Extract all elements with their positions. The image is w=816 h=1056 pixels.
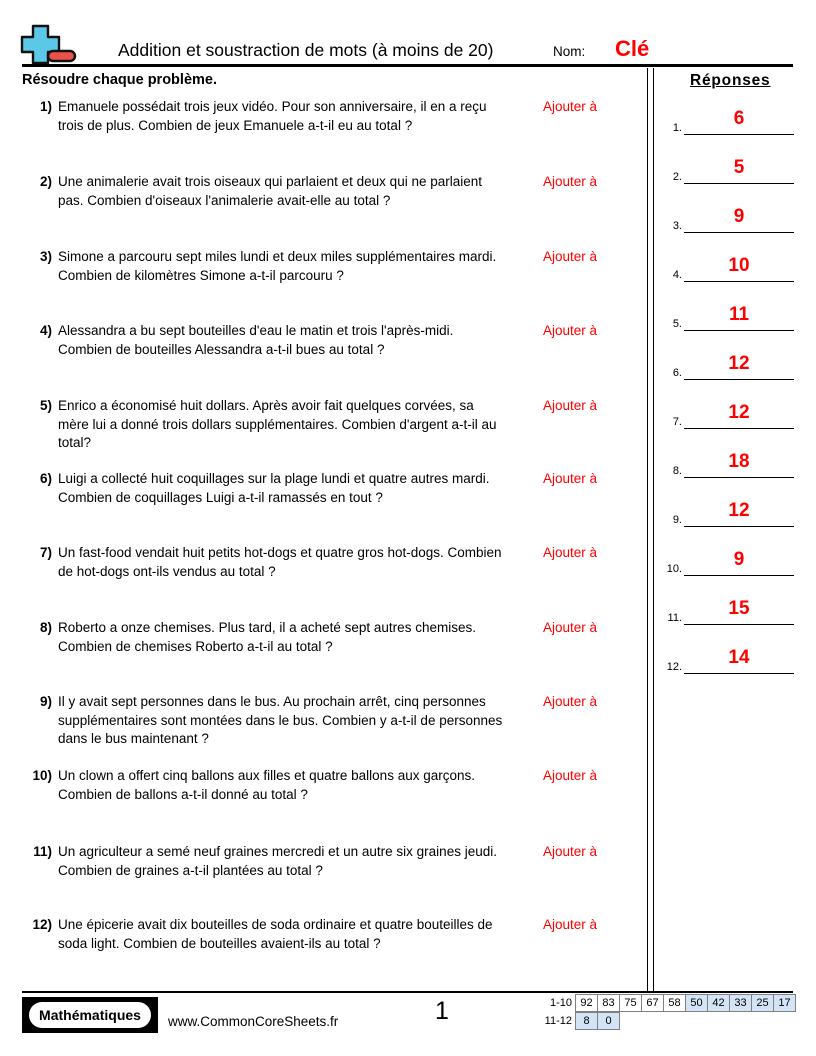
score-cell: 92	[575, 994, 598, 1012]
answer-row	[658, 245, 798, 289]
score-scale-row	[528, 994, 796, 1012]
problem-operation-label: Ajouter à	[543, 398, 598, 413]
answer-row	[658, 343, 798, 387]
answer-index: 6.	[672, 367, 682, 379]
score-cell: 50	[685, 994, 708, 1012]
answer-value: 12	[728, 402, 750, 423]
score-cell: 0	[597, 1012, 620, 1030]
header-divider	[22, 64, 793, 67]
problem-text: Enrico a économisé huit dollars. Après avoir fait quelques corvées, sa mère lui a donné trois dollars supplémentaires. Combien d'argent a-t-il au total?	[58, 398, 497, 450]
answer-value: 12	[728, 500, 750, 521]
answer-row	[658, 539, 798, 583]
answer-value: 10	[728, 255, 750, 276]
problem-number: 9)	[39, 694, 52, 709]
answer-blank-line	[684, 183, 794, 184]
problem-number: 12)	[32, 917, 52, 932]
answer-row	[658, 98, 798, 142]
answer-value: 9	[733, 549, 745, 570]
problem-number: 4)	[39, 323, 52, 338]
answer-value: 5	[733, 157, 745, 178]
score-cell: 25	[751, 994, 774, 1012]
score-scale-row	[528, 1012, 796, 1030]
problem-operation-label: Ajouter à	[543, 620, 598, 635]
answer-index: 12.	[666, 661, 682, 673]
answer-blank-line	[684, 673, 794, 674]
problem-operation-label: Ajouter à	[543, 768, 598, 783]
score-cells	[576, 994, 796, 1012]
answer-index: 10.	[666, 563, 682, 575]
answer-value: 11	[728, 304, 750, 325]
problem-text: Simone a parcouru sept miles lundi et deux miles supplémentaires mardi. Combien de kilomètres Simone a-t-il parcouru ?	[58, 249, 497, 283]
answer-row	[658, 294, 798, 338]
answer-blank-line	[684, 134, 794, 135]
name-value: Clé	[615, 36, 650, 61]
answer-index: 4.	[672, 269, 682, 281]
footer-divider	[22, 991, 793, 993]
answer-index: 3.	[672, 220, 682, 232]
answer-blank-line	[684, 624, 794, 625]
answer-row	[658, 441, 798, 485]
problem-operation-label: Ajouter à	[543, 471, 598, 486]
problem-text: Roberto a onze chemises. Plus tard, il a acheté sept autres chemises. Combien de chemises Roberto a-t-il au total ?	[58, 620, 476, 654]
problem-number: 1)	[39, 99, 52, 114]
problem-operation-label: Ajouter à	[543, 694, 598, 709]
problem-operation-label: Ajouter à	[543, 99, 598, 114]
score-cell: 17	[773, 994, 796, 1012]
answer-index: 5.	[672, 318, 682, 330]
problem-text: Une épicerie avait dix bouteilles de soda ordinaire et quatre bouteilles de soda light. Combien de bouteilles avaient-ils au total ?	[58, 917, 493, 951]
site-url: www.CommonCoreSheets.fr	[168, 1014, 339, 1029]
answer-row	[658, 588, 798, 632]
problem-number: 10)	[32, 768, 52, 783]
answers-header: Réponses	[690, 72, 771, 89]
problem-number: 11)	[33, 844, 52, 859]
answer-blank-line	[684, 477, 794, 478]
problem-number: 5)	[39, 398, 52, 413]
problem-number: 2)	[39, 174, 52, 189]
answer-row	[658, 147, 798, 191]
answer-index: 2.	[672, 171, 682, 183]
problem-number: 3)	[39, 249, 52, 264]
answer-value: 6	[733, 108, 745, 129]
plus-minus-icon	[18, 22, 80, 66]
answer-index: 8.	[672, 465, 682, 477]
score-scale-table	[528, 994, 796, 1030]
problem-number: 6)	[39, 471, 52, 486]
problem-text: Un clown a offert cinq ballons aux filles et quatre ballons aux garçons. Combien de ballons a-t-il donné au total ?	[58, 768, 475, 802]
problem-operation-label: Ajouter à	[543, 174, 598, 189]
instructions-text: Résoudre chaque problème.	[22, 72, 217, 88]
problem-text: Un agriculteur a semé neuf graines mercredi et un autre six graines jeudi. Combien de graines a-t-il plantées au total ?	[58, 844, 497, 878]
problem-text: Luigi a collecté huit coquillages sur la plage lundi et quatre autres mardi. Combien de coquillages Luigi a-t-il ramassés en tout ?	[58, 471, 490, 505]
problem-text: Emanuele possédait trois jeux vidéo. Pour son anniversaire, il en a reçu trois de plus. Combien de jeux Emanuele a-t-il eu au total ?	[58, 99, 487, 133]
score-range-label: 11-12	[544, 1015, 572, 1027]
problem-operation-label: Ajouter à	[543, 249, 598, 264]
answer-blank-line	[684, 575, 794, 576]
score-cell: 8	[575, 1012, 598, 1030]
score-cell: 33	[729, 994, 752, 1012]
answer-row	[658, 392, 798, 436]
answer-blank-line	[684, 526, 794, 527]
problem-number: 7)	[39, 545, 52, 560]
column-divider-outer	[647, 68, 648, 992]
score-cell: 58	[663, 994, 686, 1012]
answer-row	[658, 196, 798, 240]
answer-index: 11.	[667, 612, 682, 624]
answer-index: 9.	[672, 514, 682, 526]
score-cell: 42	[707, 994, 730, 1012]
page-title: Addition et soustraction de mots (à moins de 20)	[118, 40, 494, 60]
problem-operation-label: Ajouter à	[543, 844, 598, 859]
score-cell: 67	[641, 994, 664, 1012]
answer-index: 1.	[672, 122, 682, 134]
answer-row	[658, 490, 798, 534]
score-cell: 83	[597, 994, 620, 1012]
answer-index: 7.	[672, 416, 682, 428]
score-range-label: 1-10	[549, 997, 572, 1009]
problem-text: Un fast-food vendait huit petits hot-dogs et quatre gros hot-dogs. Combien de hot-dogs ont-ils vendus au total ?	[58, 545, 502, 579]
problem-operation-label: Ajouter à	[543, 323, 598, 338]
problem-text: Une animalerie avait trois oiseaux qui parlaient et deux qui ne parlaient pas. Combien d'oiseaux l'animalerie avait-elle au total ?	[58, 174, 483, 208]
brand-badge	[22, 997, 158, 1033]
answer-row	[658, 637, 798, 681]
column-divider-inner	[653, 68, 654, 992]
score-cell: 75	[619, 994, 642, 1012]
answer-value: 18	[728, 451, 750, 472]
problem-text: Il y avait sept personnes dans le bus. Au prochain arrêt, cinq personnes supplémentaires sont montées dans le bus. Combien y a-t-il de personnes dans le bus maintenant ?	[58, 694, 503, 746]
answer-value: 15	[728, 598, 750, 619]
answer-blank-line	[684, 232, 794, 233]
problem-operation-label: Ajouter à	[543, 917, 598, 932]
brand-label: Mathématiques	[39, 1007, 141, 1023]
page-number: 1	[435, 997, 449, 1025]
worksheet-header	[0, 0, 816, 66]
problem-text: Alessandra a bu sept bouteilles d'eau le matin et trois l'après-midi. Combien de bouteilles Alessandra a-t-il bues au total ?	[58, 323, 454, 357]
score-cells	[576, 1012, 620, 1030]
answer-value: 12	[728, 353, 750, 374]
brand-oval	[29, 1002, 151, 1028]
problem-number: 8)	[39, 620, 52, 635]
answer-blank-line	[684, 281, 794, 282]
answer-value: 14	[728, 647, 750, 668]
answer-value: 9	[733, 206, 745, 227]
answer-blank-line	[684, 428, 794, 429]
answer-blank-line	[684, 379, 794, 380]
problem-operation-label: Ajouter à	[543, 545, 598, 560]
answer-blank-line	[684, 330, 794, 331]
name-label: Nom:	[553, 44, 586, 59]
